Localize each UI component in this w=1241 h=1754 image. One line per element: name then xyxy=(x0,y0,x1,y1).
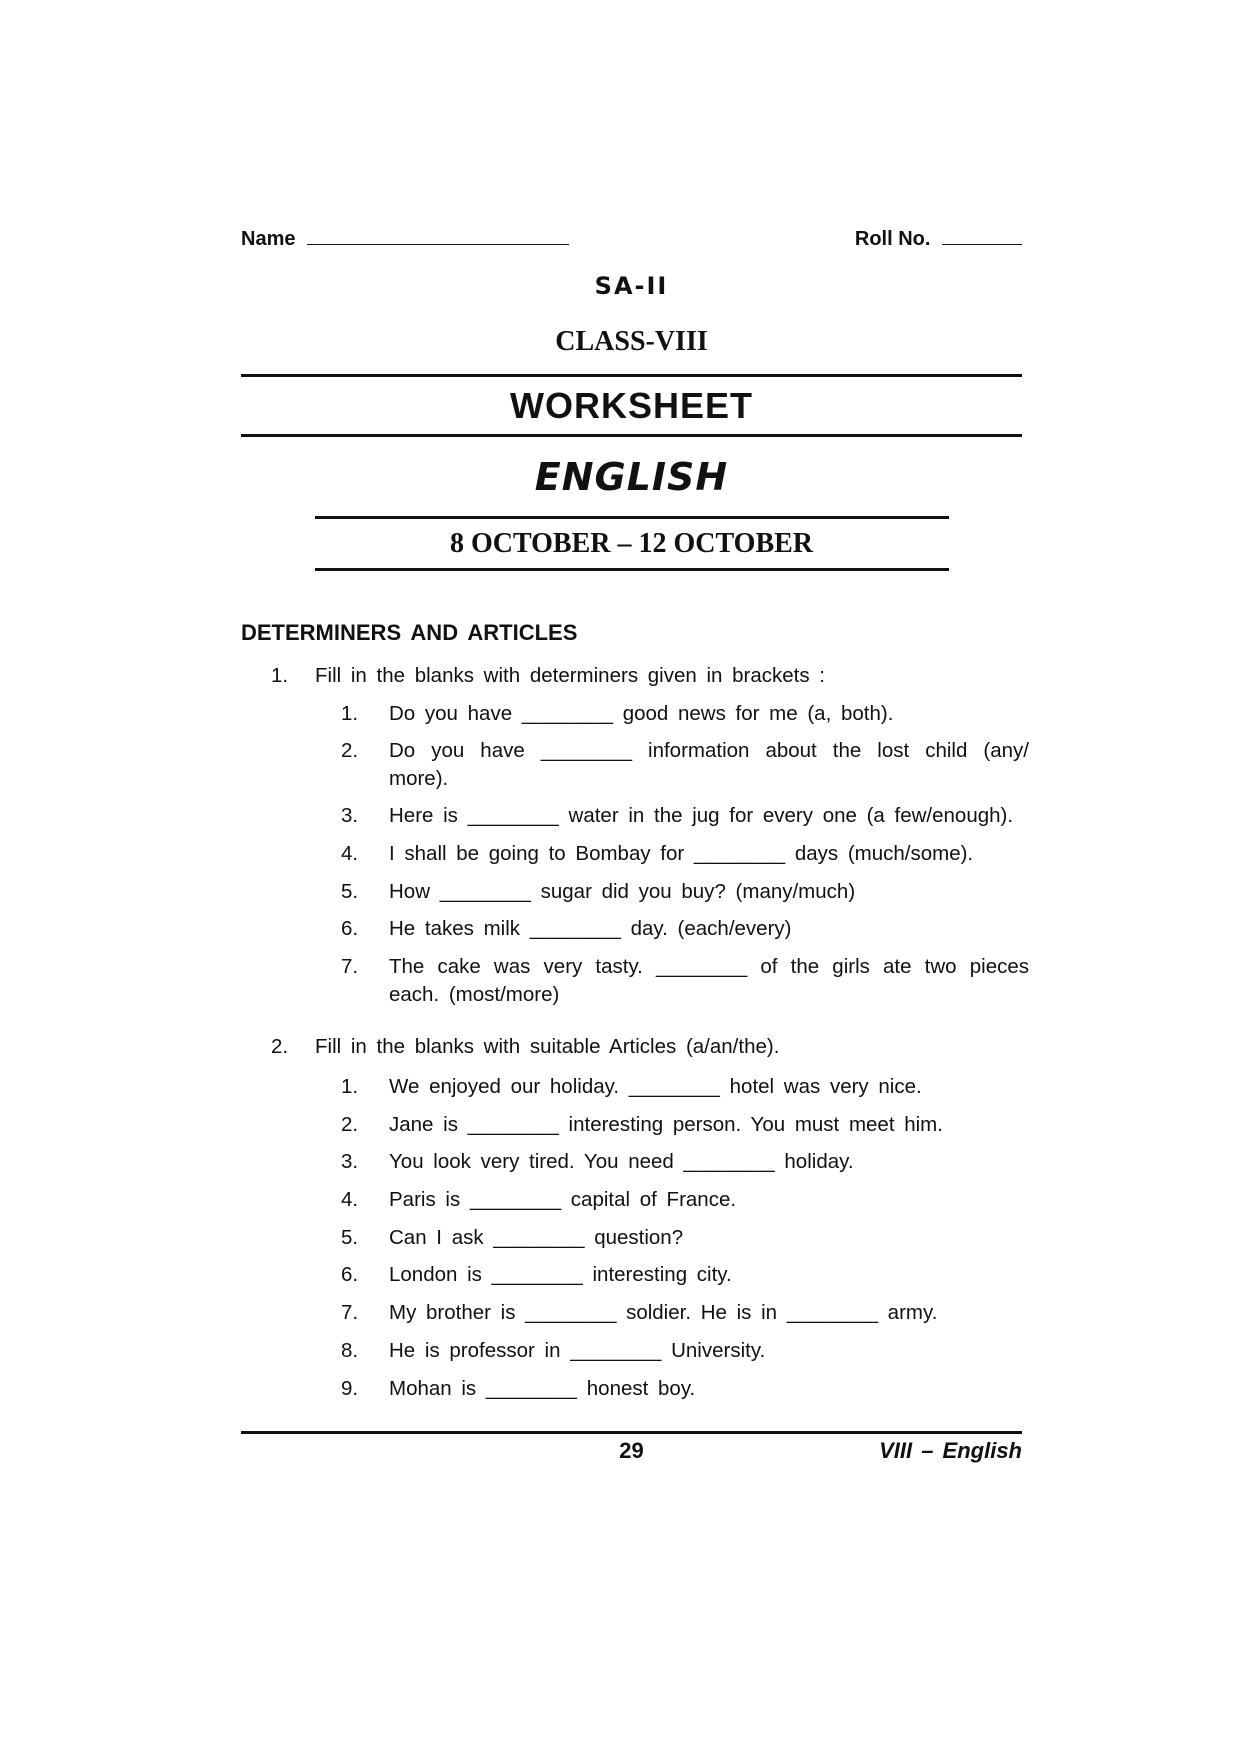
item-text: Mohan is ________ honest boy. xyxy=(389,1377,696,1400)
item-number: 1. xyxy=(341,1075,359,1098)
section-heading: DETERMINERS AND ARTICLES xyxy=(241,620,578,645)
item-number: 3. xyxy=(341,1150,359,1173)
item-text: Can I ask ________ question? xyxy=(389,1226,684,1249)
roll-blank[interactable] xyxy=(942,228,1022,245)
worksheet-title: WORKSHEET xyxy=(510,385,753,426)
question-text: Fill in the blanks with determiners given in brackets : xyxy=(315,664,825,687)
item-text: How ________ sugar did you buy? (many/much) xyxy=(389,880,856,903)
divider-mid xyxy=(241,434,1022,437)
page-number: 29 xyxy=(619,1438,644,1463)
item-number: 7. xyxy=(341,1301,359,1324)
divider-dates-top xyxy=(315,516,949,519)
item-number: 5. xyxy=(341,1226,359,1249)
item-number: 6. xyxy=(341,1263,359,1286)
student-info-row xyxy=(241,228,1022,251)
item-number: 1. xyxy=(341,702,359,725)
date-range: 8 OCTOBER – 12 OCTOBER xyxy=(449,528,814,559)
item-text: He takes milk ________ day. (each/every) xyxy=(389,917,792,940)
subject-title: ENGLISH xyxy=(534,455,729,499)
class-title: CLASS-VIII xyxy=(555,326,708,357)
item-number: 6. xyxy=(341,917,359,940)
item-number: 8. xyxy=(341,1339,359,1362)
question-number: 2. xyxy=(271,1035,289,1058)
exam-title: SA-II xyxy=(594,272,669,300)
item-number: 5. xyxy=(341,880,359,903)
roll-field[interactable] xyxy=(855,228,1022,251)
item-number: 7. xyxy=(341,955,359,978)
question-text: Fill in the blanks with suitable Articles (a/an/the). xyxy=(315,1035,780,1058)
name-blank[interactable] xyxy=(307,228,569,245)
item-number: 4. xyxy=(341,1188,359,1211)
item-text: London is ________ interesting city. xyxy=(389,1263,732,1286)
item-number: 9. xyxy=(341,1377,359,1400)
item-number: 2. xyxy=(341,1113,359,1136)
name-label: Name xyxy=(241,228,296,250)
footer-title: VIII – English xyxy=(879,1438,1022,1463)
item-text: The cake was very tasty. ________ of the girls ate two pieces each. (most/more) xyxy=(389,955,1029,1006)
divider-top xyxy=(241,374,1022,377)
name-field[interactable] xyxy=(241,228,569,251)
item-text: Jane is ________ interesting person. You must meet him. xyxy=(389,1113,943,1136)
item-text: Here is ________ water in the jug for every one (a few/enough). xyxy=(389,804,1014,827)
footer-divider xyxy=(241,1431,1022,1434)
item-number: 2. xyxy=(341,739,359,762)
item-text: We enjoyed our holiday. ________ hotel was very nice. xyxy=(389,1075,922,1098)
divider-dates-bottom xyxy=(315,568,949,571)
item-text: Do you have ________ information about the lost child (any/ more). xyxy=(389,739,1029,790)
item-number: 4. xyxy=(341,842,359,865)
item-text: My brother is ________ soldier. He is in ________ army. xyxy=(389,1301,938,1324)
item-text: Do you have ________ good news for me (a, both). xyxy=(389,702,894,725)
roll-label: Roll No. xyxy=(854,228,931,250)
item-number: 3. xyxy=(341,804,359,827)
item-text: You look very tired. You need ________ holiday. xyxy=(389,1150,854,1173)
question-number: 1. xyxy=(271,664,289,687)
item-text: I shall be going to Bombay for ________ days (much/some). xyxy=(389,842,974,865)
item-text: He is professor in ________ University. xyxy=(389,1339,766,1362)
item-text: Paris is ________ capital of France. xyxy=(389,1188,737,1211)
